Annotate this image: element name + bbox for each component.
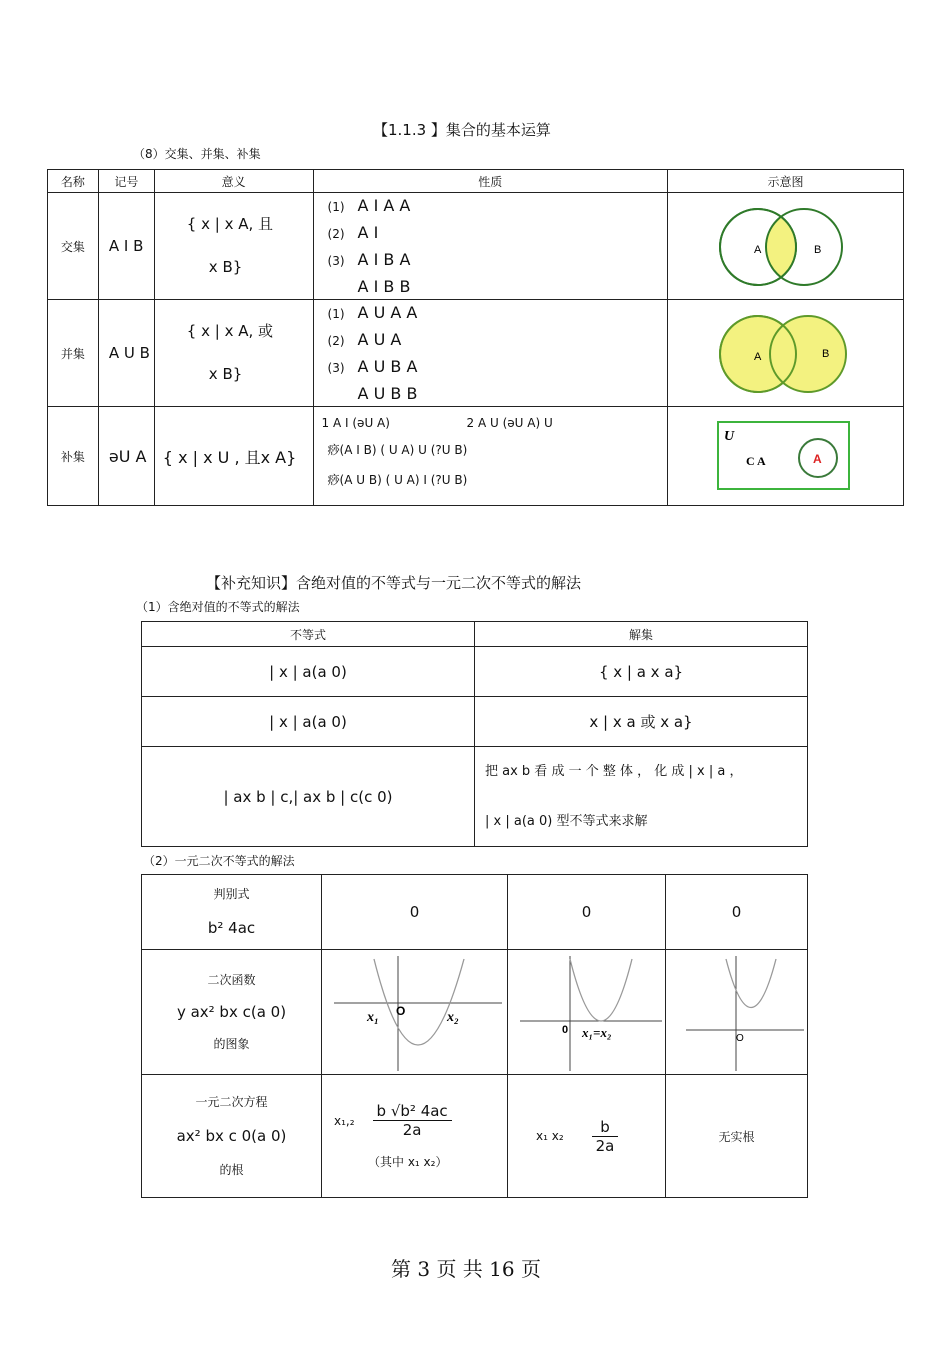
table-row: [142, 1075, 808, 1198]
quadratic-equation-label: 一元二次方程 ax² bx c 0(a 0) 的根: [142, 1075, 322, 1198]
row-properties: 1 A I (ǝU A) 2 A U (ǝU A) U 痧(A I B) ( U A) U (?U B) 痧(A U B) ( U A) I (?U B): [313, 407, 667, 506]
venn-label-a: A: [754, 351, 762, 363]
venn-label-a: A: [754, 243, 762, 256]
graph-label-x1x2: x₁=x₂: [582, 1024, 612, 1040]
graph-label-origin: O: [736, 1032, 744, 1044]
row-name: 并集: [48, 300, 99, 407]
venn-union: [668, 300, 904, 407]
table-row: [48, 193, 904, 300]
inequality-cell: | ax b | c,| ax b | c(c 0): [142, 747, 475, 847]
section-title: 【1.1.3 】集合的基本运算: [373, 121, 551, 139]
solution-cell: { x | a x a}: [475, 647, 808, 697]
row-properties: (1) A U A A (2) A U A (3) A U B A A U B B: [313, 300, 667, 407]
page-footer: 第 3 页 共 16 页: [391, 1257, 541, 1281]
table-row: [142, 647, 808, 697]
row-symbol: A U B: [98, 300, 154, 407]
roots-double: x₁ x₂ $\frac{b}{2a}$: [508, 1075, 666, 1198]
row-name: 交集: [48, 193, 99, 300]
supplement-part2: （2）一元二次不等式的解法: [143, 854, 295, 868]
supplement-title: 【补充知识】含绝对值的不等式与一元二次不等式的解法: [206, 574, 582, 592]
table-row: [142, 950, 808, 1075]
quadratic-function-label: 二次函数 y ax² bx c(a 0) 的图象: [142, 950, 322, 1075]
table-row: [48, 407, 904, 506]
venn-label-b: B: [822, 348, 830, 360]
row-symbol: A I B: [98, 193, 154, 300]
universe-label: U: [724, 429, 735, 444]
row-meaning: { x | x A, 且 x B}: [154, 193, 313, 300]
graph-label-x1: x₁: [367, 1009, 379, 1025]
row-name: 补集: [48, 407, 99, 506]
row-meaning: { x | x U , 且x A}: [154, 407, 313, 506]
discriminant-label: 判别式 b² 4ac: [142, 875, 322, 950]
graph-double-root: [508, 950, 666, 1075]
col-solution: 解集: [475, 622, 808, 647]
graph-label-origin: O: [396, 1003, 406, 1018]
discriminant-zero: 0: [508, 875, 666, 950]
set-a-label: A: [813, 452, 822, 466]
col-properties: 性质: [313, 170, 667, 193]
discriminant-negative: 0: [666, 875, 808, 950]
col-diagram: 示意图: [668, 170, 904, 193]
venn-intersection: [668, 193, 904, 300]
row-symbol: ǝU A: [98, 407, 154, 506]
inequality-cell: | x | a(a 0): [142, 697, 475, 747]
table-row: [48, 300, 904, 407]
row-properties: (1) A I A A (2) A I (3) A I B A A I B B: [313, 193, 667, 300]
section-subtitle: （8）交集、并集、补集: [133, 147, 261, 161]
set-operations-table: [47, 169, 904, 506]
solution-cell: 把 ax b 看 成 一 个 整 体 ， 化 成 | x | a ， | x | a(a 0) 型不等式来求解: [475, 747, 808, 847]
graph-two-roots: [322, 950, 508, 1075]
table-row: [142, 875, 808, 950]
roots-two: x₁,₂ $\frac{\text{b √b² 4ac}}{2a}$ （其中 x₁ x₂）: [322, 1075, 508, 1198]
complement-label: C A: [746, 454, 766, 468]
graph-label-x2: x₂: [447, 1009, 459, 1025]
col-symbol: 记号: [98, 170, 154, 193]
discriminant-positive: 0: [322, 875, 508, 950]
table-row: [142, 747, 808, 847]
solution-cell: x | x a 或 x a}: [475, 697, 808, 747]
inequality-cell: | x | a(a 0): [142, 647, 475, 697]
col-name: 名称: [48, 170, 99, 193]
supplement-part1: （1）含绝对值的不等式的解法: [136, 600, 300, 614]
venn-label-b: B: [814, 243, 822, 256]
venn-complement: [668, 407, 904, 506]
col-inequality: 不等式: [142, 622, 475, 647]
absolute-inequality-table: [141, 621, 808, 847]
graph-no-root: [666, 950, 808, 1075]
quadratic-inequality-table: [141, 874, 808, 1198]
row-meaning: { x | x A, 或 x B}: [154, 300, 313, 407]
roots-none: 无实根: [666, 1075, 808, 1198]
graph-label-zero: 0: [562, 1023, 569, 1036]
col-meaning: 意义: [154, 170, 313, 193]
table-row: [142, 697, 808, 747]
